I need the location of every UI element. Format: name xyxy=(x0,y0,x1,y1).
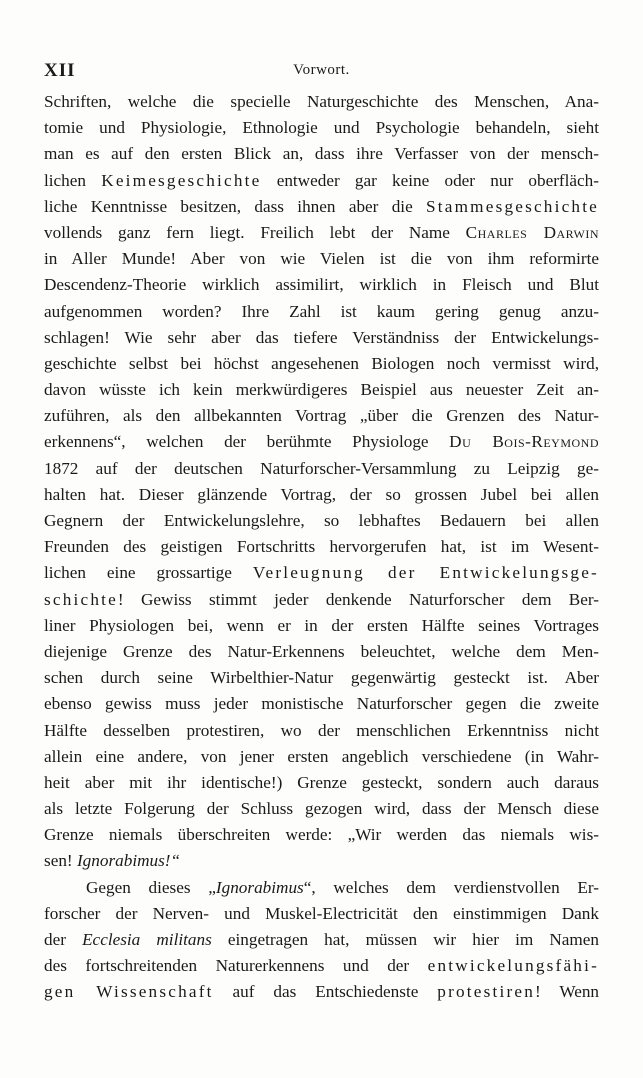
page-header xyxy=(44,60,599,86)
line-text: ebenso gewiss muss jeder monistische Naturforscher gegen die zweite xyxy=(44,694,599,714)
line-text: geschichte selbst bei höchst angesehenen Biologen noch vermisst wird, xyxy=(44,353,599,373)
text-line xyxy=(44,587,599,613)
page-number: XII xyxy=(44,60,76,81)
line-text: halten hat. Dieser glänzende Vortrag, der so grossen Jubel bei allen xyxy=(44,484,599,504)
line-text: forscher der Nerven- und Muskel-Electricität den einstimmigen Dank xyxy=(44,903,599,923)
line-text: man es auf den ersten Blick an, dass ihre Verfasser von der mensch- xyxy=(44,144,599,164)
text-line xyxy=(44,429,599,455)
text-line xyxy=(44,141,599,167)
text-line xyxy=(44,482,599,508)
text-line xyxy=(44,220,599,246)
small-caps-name: Charles Darwin xyxy=(465,222,599,242)
text-line xyxy=(44,848,599,874)
text-line xyxy=(44,351,599,377)
text-line xyxy=(44,796,599,822)
line-text: Gegen dieses „ xyxy=(86,877,216,897)
line-text: liche Kenntnisse besitzen, dass ihnen aber die xyxy=(44,196,427,216)
text-line xyxy=(44,377,599,403)
text-line xyxy=(44,168,599,194)
line-text: “, welches dem verdienstvollen Er- xyxy=(303,877,599,897)
text-line xyxy=(44,613,599,639)
text-line xyxy=(44,89,599,115)
line-text: lichen eine grossartige xyxy=(44,563,253,583)
emphasized-spaced-text: schichte xyxy=(44,589,118,609)
text-line xyxy=(44,246,599,272)
line-text: eingetragen hat, müssen wir hier im Namen xyxy=(211,930,599,949)
text-line xyxy=(44,403,599,429)
text-line xyxy=(44,508,599,534)
text-line xyxy=(44,901,599,927)
line-text: 1872 auf der deutschen Naturforscher-Versammlung zu Leipzig ge- xyxy=(44,458,599,478)
text-line xyxy=(44,665,599,691)
line-text: Schriften, welche die specielle Naturgeschichte des Menschen, Ana- xyxy=(44,92,599,111)
line-text: schlagen! Wie sehr aber das tiefere Verständniss der Entwickelungs- xyxy=(44,327,599,347)
text-line xyxy=(44,115,599,141)
text-line xyxy=(44,560,599,586)
line-text: schen durch seine Wirbelthier-Natur gegenwärtig gesteckt ist. Aber xyxy=(44,668,599,688)
text-line xyxy=(44,718,599,744)
line-text: Descendenz-Theorie wirklich assimilirt, wirklich in Fleisch und Blut xyxy=(44,275,599,295)
text-line xyxy=(44,194,599,220)
line-text: in Aller Munde! Aber von wie Vielen ist die von ihm reformirte xyxy=(44,249,599,269)
text-line xyxy=(44,325,599,351)
line-text: sen! xyxy=(44,851,77,871)
running-head: Vorwort. xyxy=(293,62,350,78)
line-text: als letzte Folgerung der Schluss gezogen wird, dass der Mensch diese xyxy=(44,799,599,819)
line-text: vollends ganz fern liegt. Freilich lebt der Name xyxy=(44,222,466,242)
text-line xyxy=(44,822,599,848)
text-line xyxy=(44,770,599,796)
text-line xyxy=(44,744,599,770)
line-text: diejenige Grenze des Natur-Erkennens beleuchtet, welche dem Men- xyxy=(44,641,599,661)
line-text: zuführen, als den allbekannten Vortrag „über die Grenzen des Natur- xyxy=(44,406,599,426)
text-line xyxy=(44,953,599,979)
text-line xyxy=(44,979,599,1005)
italic-text: Ecclesia militans xyxy=(82,930,212,949)
text-line xyxy=(44,639,599,665)
text-line xyxy=(44,272,599,298)
text-line xyxy=(44,927,599,953)
line-text: auf das Entschiedenste xyxy=(213,982,438,1002)
body-text xyxy=(44,89,599,1006)
line-text: ! Gewiss stimmt jeder denkende Naturforscher dem Ber- xyxy=(117,589,599,609)
emphasized-spaced-text: protestiren xyxy=(437,982,535,1002)
line-text: Gegnern der Entwickelungslehre, so lebhaftes Bedauern bei allen xyxy=(44,511,599,530)
text-line xyxy=(44,299,599,325)
emphasized-spaced-text: entwickelungsfähi- xyxy=(427,956,599,976)
line-text: ! Wenn xyxy=(535,982,599,1002)
line-text: der xyxy=(44,930,83,949)
text-line xyxy=(44,456,599,482)
emphasized-spaced-text: Verleugnung der Entwickelungsge- xyxy=(252,563,599,583)
line-text: Hälfte desselben protestiren, wo der menschlichen Erkenntniss nicht xyxy=(44,720,599,740)
line-text: erkennens“, welchen der berühmte Physiologe xyxy=(44,432,450,452)
line-text: entweder gar keine oder nur oberfläch- xyxy=(261,170,599,190)
emphasized-spaced-text: Stammesgeschichte xyxy=(426,196,599,216)
line-text: heit aber mit ihr identische!) Grenze gesteckt, sondern auch daraus xyxy=(44,772,599,792)
line-text: liner Physiologen bei, wenn er in der ersten Hälfte seines Vortrages xyxy=(44,615,599,635)
line-text: davon wüsste ich kein merkwürdigeres Beispiel aus neuester Zeit an- xyxy=(44,380,599,400)
text-line xyxy=(44,875,599,901)
emphasized-spaced-text: Keimesgeschichte xyxy=(101,170,262,190)
italic-text: Ignorabimus!“ xyxy=(76,851,181,871)
italic-text: Ignorabimus xyxy=(215,877,304,897)
line-text: allein eine andere, von jener ersten angeblich verschiedene (in Wahr- xyxy=(44,746,599,766)
line-text: lichen xyxy=(44,170,102,190)
line-text: des fortschreitenden Naturerkennens und der xyxy=(44,956,428,976)
line-text: Freunden des geistigen Fortschritts hervorgerufen hat, ist im Wesent- xyxy=(44,537,599,557)
small-caps-name: Du Bois-Reymond xyxy=(449,432,599,452)
line-text: tomie und Physiologie, Ethnologie und Psychologie behandeln, sieht xyxy=(44,118,599,138)
text-line xyxy=(44,534,599,560)
text-line xyxy=(44,691,599,717)
line-text: Grenze niemals überschreiten werde: „Wir werden das niemals wis- xyxy=(44,825,599,845)
emphasized-spaced-text: gen Wissenschaft xyxy=(44,982,214,1002)
line-text: aufgenommen worden? Ihre Zahl ist kaum gering genug anzu- xyxy=(44,301,599,321)
